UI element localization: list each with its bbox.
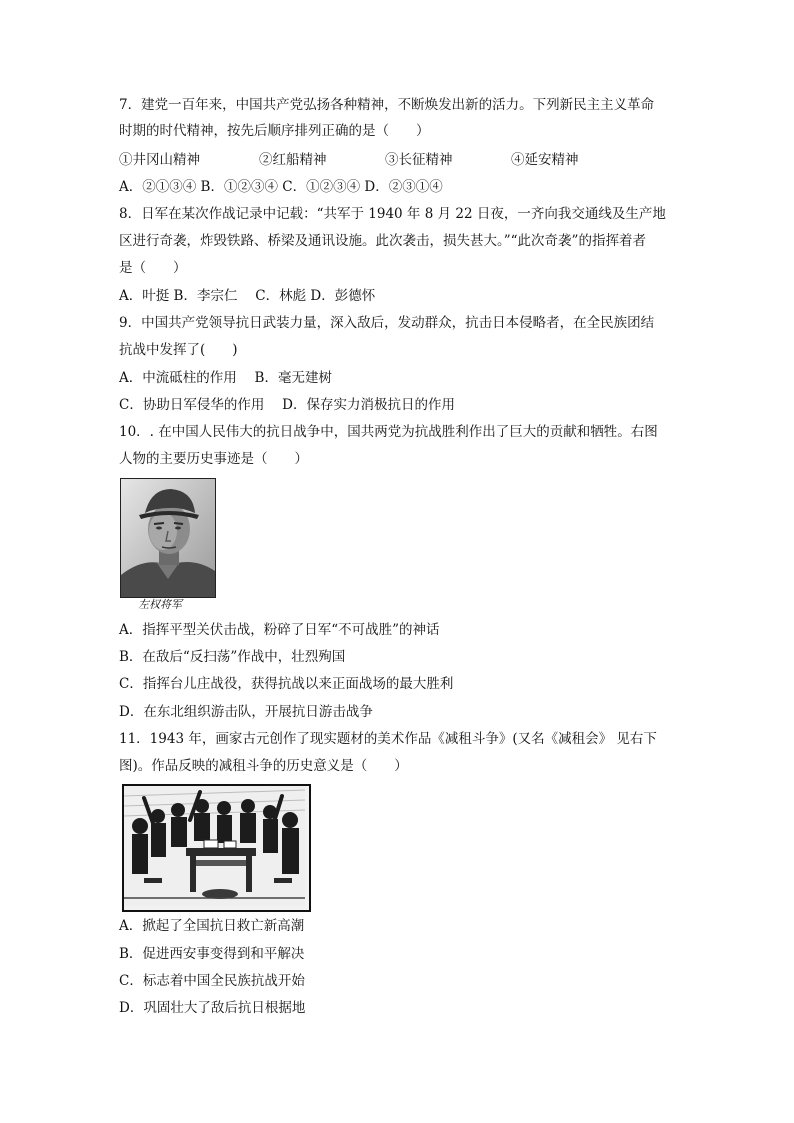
q11-option-a: A．掀起了全国抗日救亡新高潮: [119, 918, 305, 934]
portrait-caption: 左权将军: [138, 598, 182, 611]
q11-option-d: D．巩固壮大了敌后抗日根据地: [119, 1000, 306, 1016]
q8-options: A．叶挺 B．李宗仁 C．林彪 D．彭德怀: [119, 288, 376, 304]
q8-stem-line1: 8．日军在某次作战记录中记载：“共军于 1940 年 8 月 22 日夜，一齐向我交通线及生产地: [119, 206, 666, 222]
q9-options-ab: A．中流砥柱的作用 B．毫无建树: [119, 370, 332, 386]
q11-option-b: B．促进西安事变得到和平解决: [119, 946, 305, 962]
q7-item-2: ②红船精神: [259, 152, 327, 168]
q9-options-cd: C．协助日军侵华的作用 D．保存实力消极抗日的作用: [119, 397, 455, 413]
q10-option-b: B．在敌后“反扫荡”作战中，壮烈殉国: [119, 649, 346, 665]
q11-stem-line1: 11．1943 年，画家古元创作了现实题材的美术作品《减租斗争》(又名《减租会》 见右下: [119, 731, 657, 747]
q7-item-1: ①井冈山精神: [119, 152, 200, 168]
q7-item-3: ③长征精神: [385, 152, 453, 168]
portrait-photo: [120, 478, 216, 598]
woodcut-illustration: [124, 786, 305, 906]
q11-option-c: C．标志着中国全民族抗战开始: [119, 973, 305, 989]
q8-stem-line3: 是（ ）: [119, 260, 187, 276]
q10-option-c: C．指挥台儿庄战役，获得抗战以来正面战场的最大胜利: [119, 676, 454, 692]
portrait-illustration: [121, 479, 215, 597]
q10-stem-line2: 人物的主要历史事迹是（ ）: [119, 451, 308, 467]
q7-options: A．②①③④ B．①②③④ C．①②③④ D．②③①④: [119, 179, 443, 195]
q9-stem-line2: 抗战中发挥了( ): [119, 342, 238, 358]
q10-option-a: A．指挥平型关伏击战，粉碎了日军“不可战胜”的神话: [119, 622, 440, 638]
q7-stem-line2: 时期的时代精神，按先后顺序排列正确的是（ ）: [119, 123, 430, 139]
q7-stem-line1: 7．建党一百年来，中国共产党弘扬各种精神，不断焕发出新的活力。下列新民主主义革命: [119, 97, 655, 113]
q11-stem-line2: 图)。作品反映的减租斗争的历史意义是（ ）: [119, 758, 408, 774]
q8-stem-line2: 区进行奇袭，炸毁铁路、桥梁及通讯设施。此次袭击，损失甚大。”“此次奇袭”的指挥着者: [119, 233, 646, 249]
q7-item-4: ④延安精神: [511, 152, 579, 168]
q9-stem-line1: 9．中国共产党领导抗日武装力量，深入敌后，发动群众，抗击日本侵略者，在全民族团结: [119, 315, 655, 331]
woodcut-painting: [122, 784, 311, 912]
q10-option-d: D．在东北组织游击队，开展抗日游击战争: [119, 704, 373, 720]
q7-items: [119, 151, 579, 169]
q10-stem-line1: 10．. 在中国人民伟大的抗日战争中，国共两党为抗战胜利作出了巨大的贡献和牺牲。右图: [119, 424, 658, 440]
